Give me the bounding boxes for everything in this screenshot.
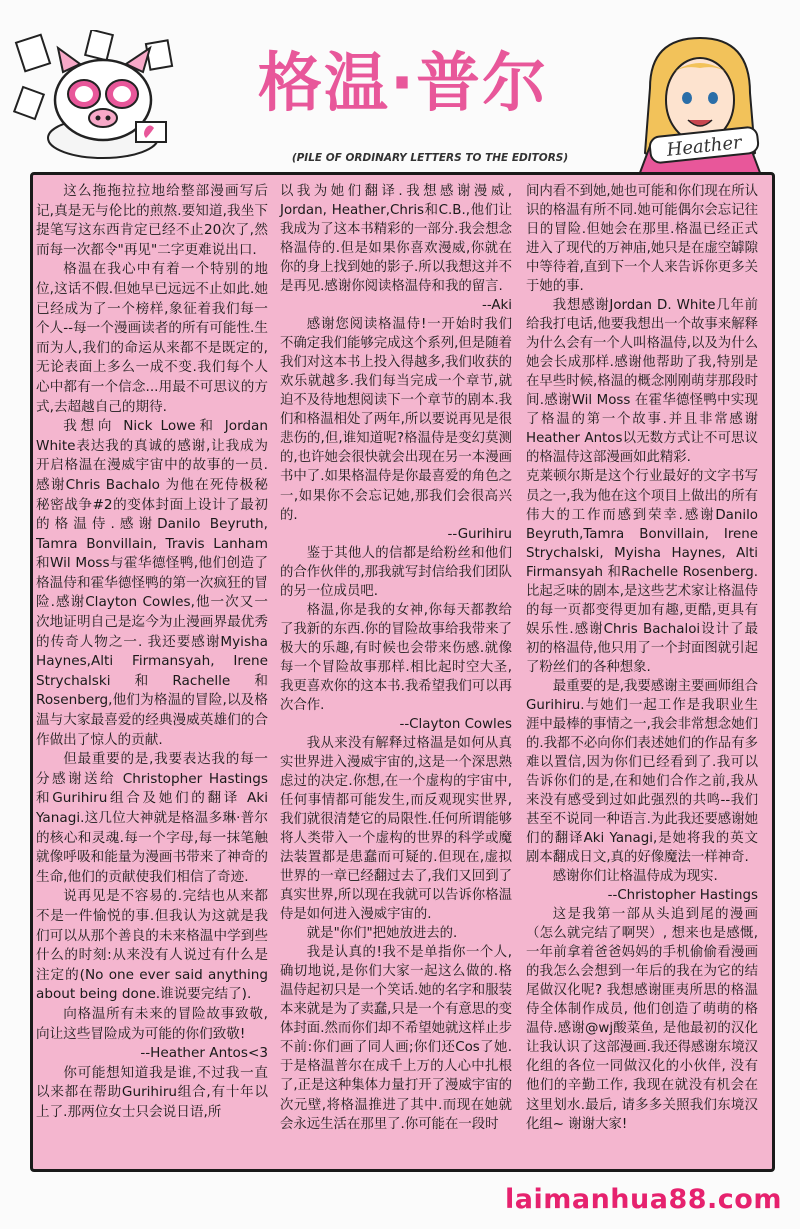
gwenpool-pig-illustration: [8, 30, 188, 160]
letter-paragraph: 我想感谢Jordan D. White几年前给我打电话,他要我想出一个故事来解释为什么会有一个人叫格温侍,以及为什么她会长成那样.感谢他帮助了我,特别是在早些时候,格温的概念刚刚萌芽那段时间.感谢Wil Moss 在霍华德怪鸭中实现了格温的第一个故事.并且非常感谢Heather Antos以无数方式让不可思议的格温侍这部漫画如此精彩.: [526, 298, 758, 466]
letter-paragraph: 以我为她们翻译.我想感谢漫威, Jordan, Heather,Chris和C.B.,他们让我成为了这本书精彩的一部分.我会想念格温侍的.但是如果你喜欢漫威,你就在你的身上找到她的影子.所以我想这并不是再见.感谢你阅读格温侍和我的留言.: [280, 184, 512, 295]
letter-paragraph: 就是"你们"把她放进去的.: [306, 926, 458, 942]
letter-paragraph: 我从来没有解释过格温是如何从真实世界进入漫威宇宙的,这是一个深思熟虑过的决定.你想,在一个虚构的宇宙中,任何事情都可能发生,而反观现实世界,我们就很清楚它的局限性.任何所谓能够将人类带入一个虚构的世界的科学或魔法装置都是患蠢而可疑的.但现在,虚拟世界的一章已经翻过去了,我们又回到了真实世界,所以现在我就可以告诉你格温侍是如何进入漫威宇宙的.: [280, 735, 512, 923]
letter-paragraph: 我想向 Nick Lowe和 Jordan White表达我的真诚的感谢,让我成为开启格温在漫威宇宙中的故事的一员.感谢Chris Bachalo 为他在死侍极秘秘密战争#2的变体封面上设计了最初的格温侍.感谢Danilo Beyruth, Tamra Bonvillain, Travis Lanham和Wil Moss与霍华德怪鸭,他们创造了格温侍和霍华德怪鸭的第一次疯狂的冒险.感谢Clayton Cowles,他一次又一次地证明自己是迄今为止漫画界最优秀的传奇人物之一. 我还要感谢Myisha Haynes,Alti Firmansyah, Irene Strychalski和Rachelle和Rosenberg,他们为格温的冒险,以及格温与大家最喜爱的经典漫威英雄们的合作做出了惊人的贡献.: [36, 418, 268, 748]
letter-signature: --Aki: [481, 298, 512, 314]
letter-paragraph: 说再见是不容易的.完结也从来都不是一件愉悦的事.但我认为这就是我们可以从那个善良的未来格温中学到些什么的时刻:从来没有人说过有什么是注定的(No one ever said anything about being done.谁说要完结了).: [36, 888, 268, 1003]
letter-paragraph: 最重要的是,我要感谢主要画师组合Gurihiru.与她们一起工作是我职业生涯中最棒的事情之一,我会非常想念她们的.我都不必向你们表述她们的作品有多难以置信,因为你们已经看到了.我可以告诉你们的是,在和她们合作之前,我从来没有感受到过如此强烈的共鸣--我们甚至不说同一种语言.为此我还要感谢她们的翻译Aki Yanagi,是她将我的英文剧本翻成日文,真的好像魔法一样神奇.: [526, 678, 758, 866]
letter-signature: --Heather Antos<3: [140, 1045, 268, 1062]
letter-paragraph: 这么拖拖拉拉地给整部漫画写后记,真是无与伦比的煎熬.要知道,我坐下提笔写这东西肯定已经不止20次了,然而每一次都令"再见"二字更难说出口.: [36, 183, 268, 258]
letter-paragraph: 感谢你们让格温侍成为现实.: [552, 869, 718, 885]
heather-portrait-illustration: [610, 28, 780, 178]
letter-paragraph: 间内看不到她,她也可能和你们现在所认识的格温有所不同.她可能偶尔会忘记往日的冒险.但她会在那里.格温已经正式进入了现代的万神庙,她只是在虚空罅隙中等待着,直到下一个人来告诉你更多关于她的事.: [526, 184, 758, 295]
letter-paragraph: 克莱顿尔斯是这个行业最好的文字书写员之一,我为他在这个项目上做出的所有伟大的工作而感到荣幸.感谢Danilo Beyruth,Tamra Bonvillain, Irene Strychalski, Myisha Haynes, Alti Firmansyah 和Rachelle Rosenberg. 比起乏味的剧本,是这些艺术家让格温侍的每一页都变得更加有趣,更酷,更具有娱乐性.感谢Chris Bachaloi设计了最初的格温侍,他只用了一个封面图就引起了粉丝们的各种想象.: [526, 469, 758, 675]
letter-paragraph: 你可能想知道我是谁,不过我一直以来都在帮助Gurihiru组合,有十年以上了.那两位女士只会说日语,所: [36, 1064, 268, 1120]
letter-signature: --Clayton Cowles: [399, 716, 512, 732]
letter-paragraph: 向格温所有未来的冒险故事致敬,向让这些冒险成为可能的你们致敬!: [36, 1005, 268, 1042]
letter-paragraph: 格温在我心中有着一个特别的地位,这话不假.但她早已远远不止如此.她已经成为了一个榜样,象征着我们每一个人--每一个漫画读者的所有可能性.生而为人,我们的命运从来都不是既定的,无论表面上多么一成不变.我们每个人心中都有一个信念...用最不可思议的方式,去超越自己的期待.: [36, 261, 268, 415]
letter-paragraph: 但最重要的是,我要表达我的每一分感谢送给 Christopher Hastings 和Gurihiru组合及她们的翻译 Aki Yanagi.这几位大神就是格温多琳·普尔的核心和灵魂.每一个字母,每一抹笔触就像呼吸和能量为漫画书带来了神奇的生命,他们的贡献使我们相信了奇迹.: [36, 751, 268, 885]
letter-paragraph: 格温,你是我的女神,你每天都教给了我新的东西.你的冒险故事给我带来了极大的乐趣,有时候也会带来伤感.就像每一个冒险故事那样.相比起时空大圣,我更喜欢你的这本书.我希望我们可以再次合作.: [280, 602, 512, 713]
heather-label: Heather: [665, 132, 743, 161]
letter-signature: --Christopher Hastings: [607, 888, 758, 904]
letter-paragraph: 我是认真的!我不是单指你一个人,确切地说,是你们大家一起这么做的.格温侍起初只是一个笑话.她的名字和服装本来就是为了卖蠢,只是一个有意思的变体封面.然而你们却不希望她就这样止步不前:你们画了同人画;你们还Cos了她.于是格温普尔在成千上万的人心中扎根了,正是这种集体力量打开了漫威宇宙的次元壁,将格温推进了其中.而现在她就会永远生活在那里了.你可能在一段时: [280, 945, 512, 1132]
letters-column-2: [280, 182, 512, 1134]
letter-signature: --Gurihiru: [447, 526, 512, 542]
letters-column-1: [36, 182, 268, 1123]
page-subtitle: (PILE OF ORDINARY LETTERS TO THE EDITORS): [291, 152, 569, 164]
letter-paragraph: 鉴于其他人的信都是给粉丝和他们的合作伙伴的,那我就写封信给我们团队的另一位成员吧.: [280, 545, 512, 599]
letters-column-3: [526, 182, 758, 1134]
letter-paragraph: 这是我第一部从头追到尾的漫画（怎么就完结了啊哭）, 想来也是感慨, 一年前拿着爸爸妈妈的手机偷偷看漫画的我怎么会想到一年后的我在为它的结尾做汉化呢? 我想感谢匪夷所思的格温侍全体制作成员, 他们创造了萌萌的格温侍.感谢@wj酸菜鱼, 是他最初的汉化让我认识了这部漫画.我还得感谢东境汉化组的各位一同做汉化的小伙伴, 没有他们的辛勤工作, 我现在就没有机会在这里划水.最后, 请多多关照我们东境汉化组~ 谢谢大家!: [526, 907, 758, 1132]
letter-paragraph: 感谢您阅读格温侍!一开始时我们不确定我们能够完成这个系列,但是随着我们对这本书上投入得越多,我们收获的欢乐就越多.我们每当完成一个章节,就迫不及待地想阅读下一个章节的剧本.我们和格温相处了两年,所以要说再见是很悲伤的,但,谁知道呢?格温侍是变幻莫测的,也许她会很快就会出现在另一本漫画书中了.如果格温侍是你最喜爱的角色之一,如果你不会忘记她,那我们会很高兴的.: [280, 317, 512, 523]
page-title: 格温·普尔: [257, 47, 549, 121]
watermark: laimanhua88.com: [505, 1184, 782, 1215]
